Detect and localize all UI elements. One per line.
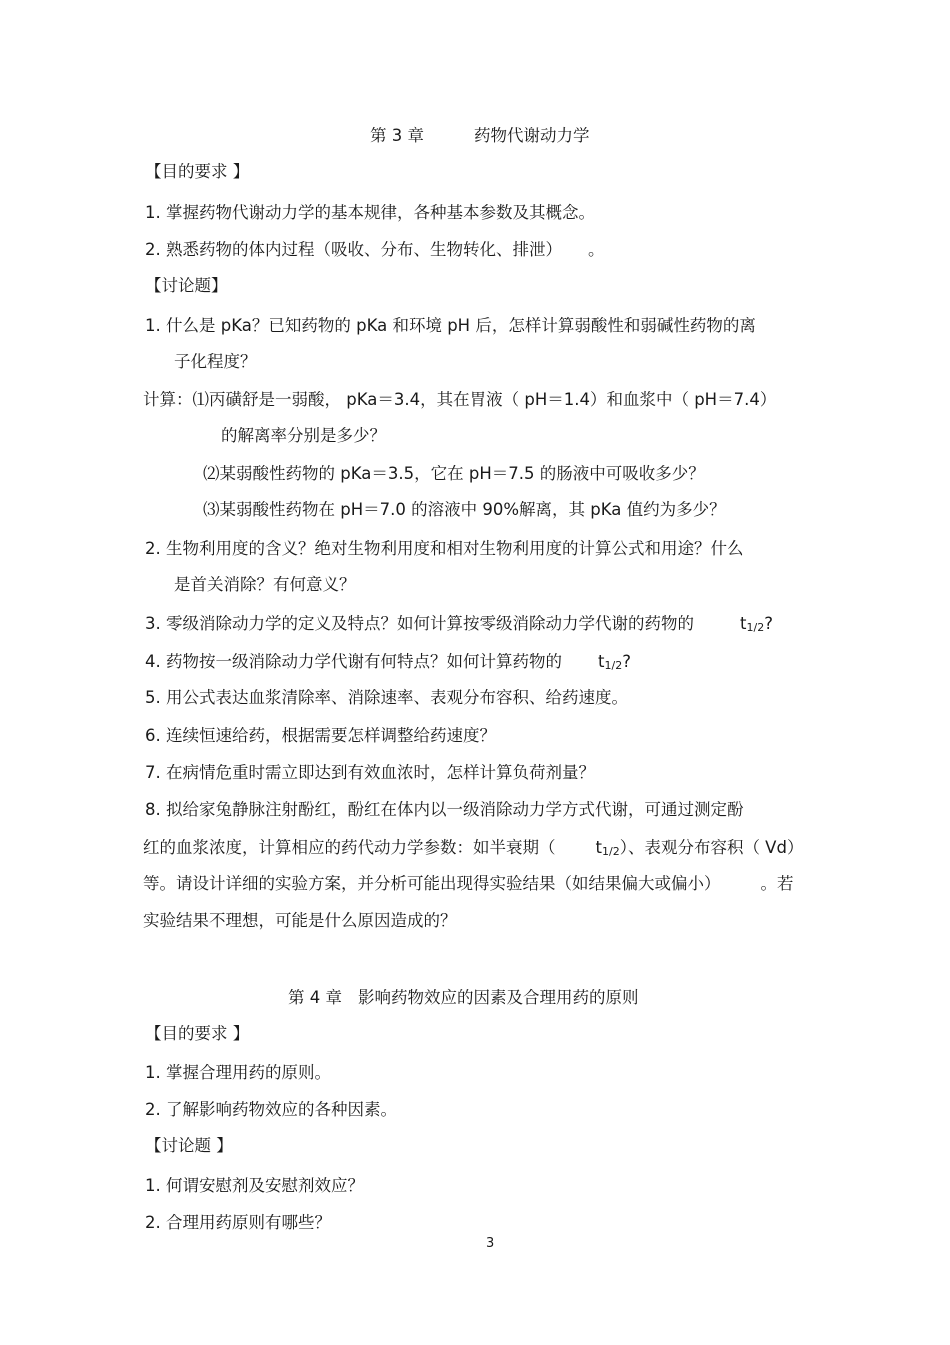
q2-line-2: 是首关消除？有何意义？: [174, 575, 356, 594]
q4-t: t: [598, 652, 605, 671]
q6: 6. 连续恒速给药，根据需要怎样调整给药速度？: [145, 726, 496, 745]
q8-line-3: [143, 873, 850, 895]
q1-line-2: 子化程度？: [174, 352, 257, 371]
chapter4-goal-heading: 【目的要求 】: [145, 1024, 250, 1043]
q8-t: t: [595, 838, 602, 857]
chapter4-goal-1: 1. 掌握合理用药的原则。: [145, 1063, 331, 1082]
q3-t: t: [740, 614, 747, 633]
q2-line-1: 2. 生物利用度的含义？绝对生物利用度和相对生物利用度的计算公式和用途？什么: [145, 539, 744, 558]
chapter4-name: 影响药物效应的因素及合理用药的原则: [358, 988, 639, 1007]
q8-line-3-end: 。若: [760, 874, 794, 893]
chapter3-goal-2-text: 2. 熟悉药物的体内过程（吸收、分布、生物转化、排泄）: [145, 240, 562, 259]
chapter4-number: 第 4 章: [288, 988, 342, 1007]
chapter4-goal-2: 2. 了解影响药物效应的各种因素。: [145, 1100, 397, 1119]
calc-line-1: 计算：⑴丙磺舒是一弱酸， pKa＝3.4，其在胃液（ pH＝1.4）和血浆中（ pH＝7.4）: [143, 390, 777, 409]
q5: 5. 用公式表达血浆清除率、消除速率、表观分布容积、给药速度。: [145, 688, 628, 707]
q7: 7. 在病情危重时需立即达到有效血浓时，怎样计算负荷剂量？: [145, 763, 595, 782]
calc-line-3: ⑵某弱酸性药物的 pKa＝3.5，它在 pH＝7.5 的肠液中可吸收多少？: [203, 464, 705, 483]
calc-line-4: ⑶某弱酸性药物在 pH＝7.0 的溶液中 90%解离，其 pKa 值约为多少？: [203, 500, 726, 519]
q4-subscript: 1/2: [604, 659, 623, 672]
q8-line-2-end: ）、表观分布容积（ Vd）: [619, 838, 804, 857]
q3: [145, 613, 850, 637]
q8-line-2-text: 红的血浆浓度，计算相应的药代动力学参数：如半衰期（: [143, 838, 556, 857]
q8-subscript: 1/2: [601, 845, 620, 858]
page-number: 3: [486, 1236, 495, 1251]
q4-text: 4. 药物按一级消除动力学代谢有何特点？如何计算药物的: [145, 652, 562, 671]
q8-line-3-text: 等。请设计详细的实验方案，并分析可能出现得实验结果（如结果偏大或偏小）: [143, 874, 721, 893]
calc-line-2: 的解离率分别是多少？: [221, 426, 386, 445]
chapter4-title: [288, 987, 639, 1009]
chapter4-discussion-heading: 【讨论题 】: [145, 1136, 233, 1155]
q3-subscript: 1/2: [746, 621, 765, 634]
chapter4-question-1: 1. 何谓安慰剂及安慰剂效应？: [145, 1176, 364, 1195]
q4: [145, 651, 850, 675]
chapter3-title: [370, 125, 590, 147]
q3-text: 3. 零级消除动力学的定义及特点？如何计算按零级消除动力学代谢的药物的: [145, 614, 694, 633]
q1-line-1: 1. 什么是 pKa？已知药物的 pKa 和环境 pH 后，怎样计算弱酸性和弱碱性药物的离: [145, 316, 756, 335]
q8-line-4: 实验结果不理想，可能是什么原因造成的？: [143, 911, 457, 930]
chapter3-number: 第 3 章: [370, 126, 424, 145]
chapter3-goal-heading: 【目的要求 】: [145, 162, 250, 181]
chapter4-question-2: 2. 合理用药原则有哪些？: [145, 1213, 331, 1232]
chapter3-goal-1: 1. 掌握药物代谢动力学的基本规律，各种基本参数及其概念。: [145, 203, 595, 222]
chapter3-goal-2: [145, 239, 850, 261]
q8-line-2: [143, 837, 850, 861]
q8-line-1: 8. 拟给家兔静脉注射酚红，酚红在体内以一级消除动力学方式代谢，可通过测定酚: [145, 800, 744, 819]
q3-end: ?: [764, 614, 773, 633]
chapter3-discussion-heading: 【讨论题】: [145, 276, 228, 295]
chapter3-name: 药物代谢动力学: [474, 126, 590, 145]
chapter3-goal-2-end: 。: [588, 240, 605, 259]
q4-end: ?: [622, 652, 631, 671]
